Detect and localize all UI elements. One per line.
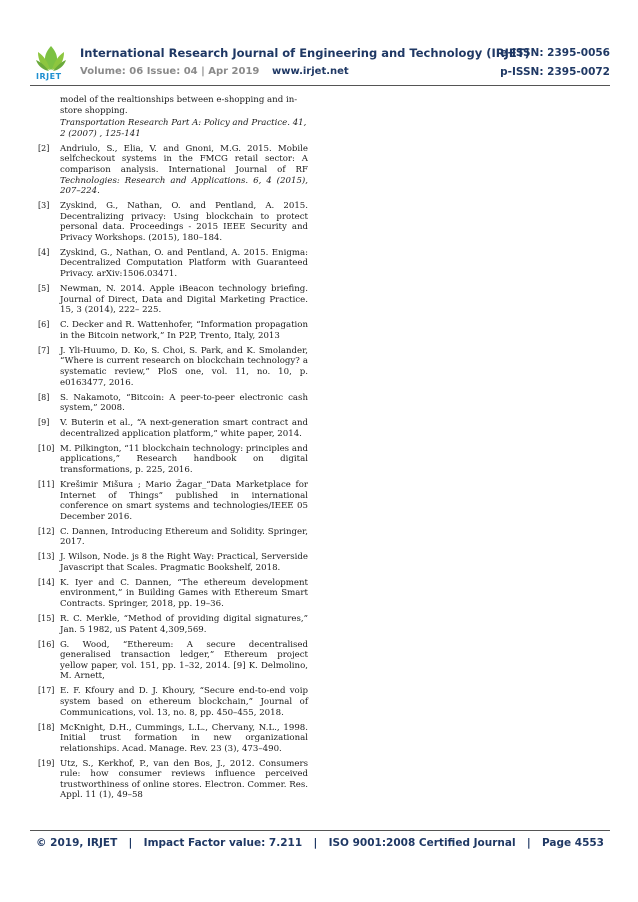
reference-text [60,578,308,610]
reference-number: [7] [38,345,50,355]
volume-issue: Volume: 06 Issue: 04 | Apr 2019 [80,66,260,77]
reference-body: M. Pilkington, “11 blockchain technology: principles and applications,” Research handbook on digital transformations, p. 225, 2016. [60,443,308,475]
footer-impact-factor: Impact Factor value: 7.211 [143,837,303,849]
reference-item [38,201,308,243]
reference-body: V. Buterin et al., “A next-generation smart contract and decentralized application platform,” white paper, 2014. [60,418,308,439]
reference-item [38,418,308,439]
reference-text [60,480,308,522]
reference-number: [19] [38,758,55,768]
reference-italic: Technologies: Research and Applications. 6, 4 (2015), 207–224. [60,175,308,197]
eissn: e-ISSN: 2395-0056 [500,47,610,59]
reference-text [60,527,308,548]
reference-body: R. C. Merkle, “Method of providing digital signatures,” Jan. 5 1982, uS Patent 4,309,569. [60,614,308,635]
footer-separator: | [128,837,133,849]
journal-website-link[interactable]: www.irjet.net [272,66,349,77]
continuation-text: model of the realtionships between e-shopping and in-store shopping. [60,95,298,116]
footer-separator: | [313,837,318,849]
footer-separator: | [526,837,531,849]
reference-item [38,640,308,682]
reference-body: E. F. Kfoury and D. J. Khoury, “Secure end-to-end voip system based on ethereum blockchain,” Journal of Communications, vol. 13, no. 8, pp. 450–455, 2018. [60,686,308,718]
reference-number: [18] [38,722,55,732]
reference-continuation [60,95,308,139]
header-divider [30,85,610,86]
footer-divider [30,830,610,831]
reference-number: [13] [38,552,55,562]
reference-item [38,759,308,801]
reference-number: [9] [38,418,50,428]
reference-number: [15] [38,614,55,623]
reference-body: C. Decker and R. Wattenhofer, “Information propagation in the Bitcoin network,” In P2P, Trento, Italy, 2013 [60,320,308,341]
reference-number: [6] [38,320,50,330]
footer-iso: ISO 9001:2008 Certified Journal [328,837,516,849]
reference-body: J. Yli-Huumo, D. Ko, S. Choi, S. Park, and K. Smolander, “Where is current research on blockchain technology? a systematic review,” PloS one, vol. 11, no. 10, p. e0163477, 2016. [60,345,308,388]
reference-text [60,248,308,280]
reference-text [60,201,308,243]
reference-body: Utz, S., Kerkhof, P., van den Bos, J., 2012. Consumers rule: how consumer reviews influence perceived trustworthiness of online stores. Electron. Commer. Res. Appl. 11 (1), 49–58 [60,758,308,801]
references-column [38,95,308,801]
reference-item [38,686,308,718]
reference-body: G. Wood, “Ethereum: A secure decentralised generalised transaction ledger,” Ethereum project yellow paper, vol. 151, pp. 1–32, 2014. [9] K. Delmolino, M. Arnett, [60,639,308,682]
reference-body: Zyskind, G., Nathan, O. and Pentland, A. 2015. Enigma: Decentralized Computation Platform with Guaranteed Privacy. arXiv:1506.03471. [60,247,308,280]
reference-item [38,393,308,414]
reference-item [38,480,308,522]
reference-item [38,578,308,610]
journal-title: International Research Journal of Engineering and Technology (IRJET) [80,46,530,60]
reference-item [38,614,308,635]
reference-number: [16] [38,639,55,649]
reference-number: [8] [38,392,50,402]
reference-text [60,723,308,755]
reference-text [60,284,308,316]
footer-copyright: © 2019, IRJET [36,837,118,849]
reference-number: [3] [38,201,50,211]
reference-number: [2] [38,143,50,153]
reference-body: K. Iyer and C. Dannen, “The ethereum development environment,” in Building Games with Ethereum Smart Contracts. Springer, 2018, pp. 19–36. [60,577,308,610]
reference-list [38,144,308,801]
reference-text [60,444,308,476]
reference-body: C. Dannen, Introducing Ethereum and Solidity. Springer, 2017. [60,526,308,548]
reference-text [60,320,308,341]
reference-number: [14] [38,577,55,587]
reference-item [38,346,308,388]
reference-number: [17] [38,686,55,696]
reference-text [60,640,308,682]
reference-item [38,320,308,341]
reference-body: Krešimir Mišura ; Mario Žagar_“Data Marketplace for Internet of Things” published in international conference on smart systems and technologies/IEEE 05 December 2016. [60,479,308,522]
reference-body: S. Nakamoto, “Bitcoin: A peer-to-peer electronic cash system,” 2008. [60,392,308,414]
page-footer [36,837,604,849]
reference-body: McKnight, D.H., Cummings, L.L., Chervany, N.L., 1998. Initial trust formation in new organizational relationships. Acad. Manage. Rev. 23 (3), 473–490. [60,722,308,754]
reference-text [60,686,308,718]
reference-number: [11] [38,479,55,489]
reference-text [60,393,308,414]
reference-item [38,444,308,476]
reference-body: Newman, N. 2014. Apple iBeacon technology briefing. Journal of Direct, Data and Digital Marketing Practice. 15, 3 (2014), 222– 225. [60,284,308,316]
reference-text [60,418,308,439]
reference-body: J. Wilson, Node. js 8 the Right Way: Practical, Serverside Javascript that Scales. Pragmatic Bookshelf, 2018. [60,552,308,573]
reference-number: [10] [38,443,55,453]
reference-number: [12] [38,526,55,536]
footer-page-number: Page 4553 [541,837,604,849]
reference-item [38,552,308,573]
reference-item [38,144,308,197]
reference-text [60,759,308,801]
reference-text [60,614,308,635]
reference-body: Zyskind, G., Nathan, O. and Pentland, A. 2015. Decentralizing privacy: Using blockchain to protect personal data. Proceedings - 2015 IEEE Security and Privacy Workshops. (2015), 180–184. [60,201,308,243]
reference-item [38,723,308,755]
reference-number: [4] [38,247,50,257]
page-header [30,44,610,86]
pissn: p-ISSN: 2395-0072 [500,66,610,78]
reference-item [38,284,308,316]
logo-text: IRJET [36,72,62,81]
reference-text [60,144,308,197]
reference-text [60,552,308,573]
reference-text [60,346,308,388]
reference-number: [5] [38,284,50,294]
continuation-source: Transportation Research Part A: Policy and Practice. 41, 2 (2007) , 125-141 [60,118,307,139]
reference-body: Andriulo, S., Elia, V. and Gnoni, M.G. 2015. Mobile selfcheckout systems in the FMCG retail sector: A comparison analysis. International Journal of RF [60,143,308,175]
reference-item [38,527,308,548]
reference-item [38,248,308,280]
